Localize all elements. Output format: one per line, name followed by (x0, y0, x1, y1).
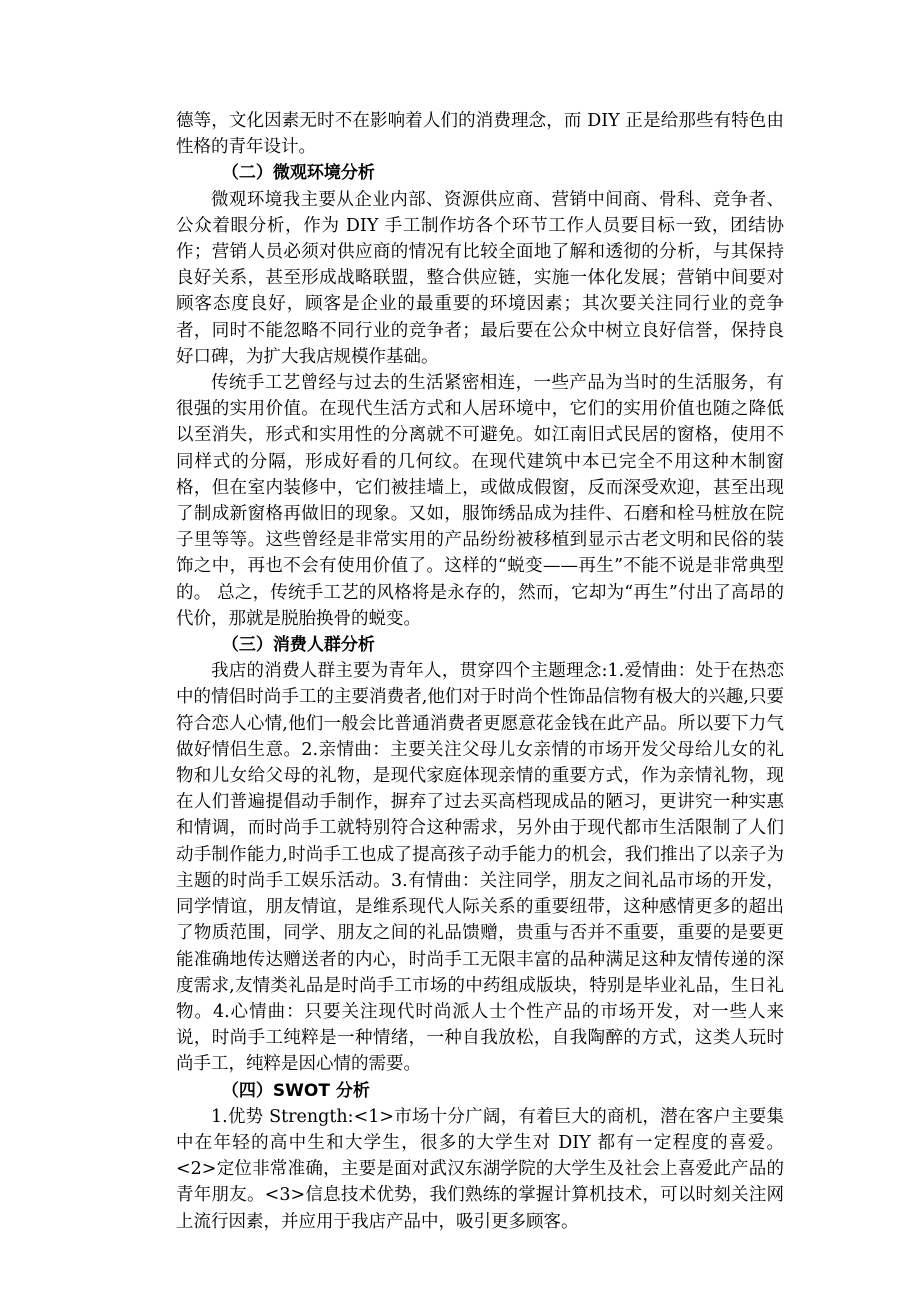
section-heading-swot: （四）SWOT 分析 (221, 1080, 370, 1101)
section-heading-consumer-groups: （三）消费人群分析 (221, 635, 375, 656)
section-heading-microenvironment: （二）微观环境分析 (221, 163, 375, 184)
document-page (176, 108, 784, 1235)
intro-continuation-paragraph: 德等，文化因素无时不在影响着人们的消费理念，而 DIY 正是给那些有特色由性格的青年设计。 (176, 111, 784, 158)
microenvironment-paragraph-2: 传统手工艺曾经与过去的生活紧密相连，一些产品为当时的生活服务，有很强的实用价值。在现代生活方式和人居环境中，它们的实用价值也随之降低以至消失，形式和实用性的分离就不可避免。如江南旧式民居的窗格，使用不同样式的分隔，形成好看的几何纹。在现代建筑中本已完全不用这种木制窗格，但在室内装修中，它们被挂墙上，或做成假窗，反而深受欢迎，甚至出现了制成新窗格再做旧的现象。又如，服饰绣品成为挂件、石磨和栓马桩放在院子里等等。这些曾经是非常实用的产品纷纷被移植到显示古老文明和民俗的装饰之中，再也不会有使用价值了。这样的“蜕变——再生”不能不说是非常典型的。 总之，传统手工艺的风格将是永存的，然而，它却为“再生”付出了高昂的代价，那就是脱胎换骨的蜕变。 (176, 373, 784, 629)
microenvironment-paragraph-1: 微观环境我主要从企业内部、资源供应商、营销中间商、骨科、竞争者、公众着眼分析，作为 DIY 手工制作坊各个环节工作人员要目标一致，团结协作；营销人员必须对供应商的情况有比较全面地了解和透彻的分析，与其保持良好关系，甚至形成战略联盟，整合供应链，实施一体化发展；营销中间要对顾客态度良好，顾客是企业的最重要的环境因素；其次要关注同行业的竞争者，同时不能忽略不同行业的竞争者；最后要在公众中树立良好信誉，保持良好口碑，为扩大我店规模作基础。 (176, 189, 784, 367)
swot-strength-paragraph: 1.优势 Strength:<1>市场十分广阔，有着巨大的商机，潜在客户主要集中在年轻的高中生和大学生，很多的大学生对 DIY 都有一定程度的喜爱。<2>定位非常准确，主要是面对武汉东湖学院的大学生及社会上喜爱此产品的青年朋友。<3>信息技术优势，我们熟练的掌握计算机技术，可以时刻关注网上流行因素，并应用于我店产品中，吸引更多顾客。 (176, 1106, 784, 1232)
consumer-groups-paragraph: 我店的消费人群主要为青年人，贯穿四个主题理念:1.爱情曲：处于在热恋中的情侣时尚手工的主要消费者,他们对于时尚个性饰品信物有极大的兴趣,只要符合恋人心情,他们一般会比普通消费者更愿意花金钱在此产品。所以要下力气做好情侣生意。2.亲情曲：主要关注父母儿女亲情的市场开发父母给儿女的礼物和儿女给父母的礼物，是现代家庭体现亲情的重要方式，作为亲情礼物，现在人们普遍提倡动手制作，摒弃了过去买高档现成品的陋习，更讲究一种实惠和情调，而时尚手工就特别符合这种需求，另外由于现代都市生活限制了人们动手制作能力,时尚手工也成了提高孩子动手能力的机会，我们推出了以亲子为主题的时尚手工娱乐活动。3.有情曲：关注同学，朋友之间礼品市场的开发，同学情谊，朋友情谊，是维系现代人际关系的重要纽带，这种感情更多的超出了物质范围，同学、朋友之间的礼品馈赠，贵重与否并不重要，重要的是要更能准确地传达赠送者的内心，时尚手工无限丰富的品种满足这种友情传递的深度需求,友情类礼品是时尚手工市场的中药组成版块，特别是毕业礼品，生日礼物。4.心情曲：只要关注现代时尚派人士个性产品的市场开发，对一些人来说，时尚手工纯粹是一种情绪，一种自我放松，自我陶醉的方式，这类人玩时尚手工，纯粹是因心情的需要。 (176, 661, 784, 1075)
